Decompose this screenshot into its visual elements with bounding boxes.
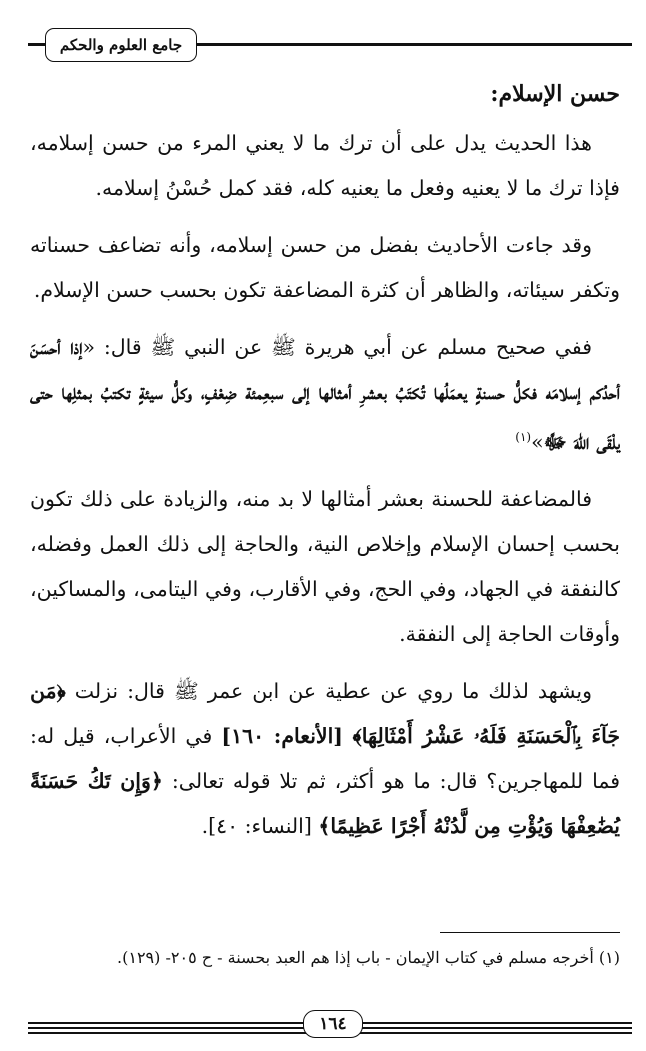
page-body — [30, 72, 620, 861]
running-header: جامع العلوم والحكم — [45, 28, 197, 62]
page-number: ١٦٤ — [303, 1010, 363, 1038]
section-heading: حسن الإسلام: — [490, 81, 620, 107]
paragraph-2: وقد جاءت الأحاديث بفضل من حسن إسلامه، وأنه تضاعف حسناته وتكفر سيئاته، والظاهر أن كثرة المضاعفة تكون بحسب حسن الإسلام. — [30, 233, 620, 302]
hadith-close: » — [531, 429, 544, 454]
quran-verse-1: ﴿مَن جَآءَ بِٱلْحَسَنَةِ فَلَهُۥ عَشْرُ أَمْثَالِهَا﴾ — [30, 678, 620, 748]
paragraph-5-middle: في الأعراب، قيل له: فما للمهاجرين؟ قال: ما هو أكثر، ثم تلا قوله تعالى: — [30, 723, 620, 793]
footnote-marker[interactable]: (١) — [515, 430, 532, 444]
footnote: (١) أخرجه مسلم في كتاب الإيمان - باب إذا هم العبد بحسنة - ح ٢٠٥- (١٢٩). — [117, 948, 620, 967]
paragraph-1: هذا الحديث يدل على أن ترك ما لا يعني المرء من حسن إسلامه، فإذا ترك ما لا يعنيه وفعل ما يعنيه كله، فقد كمل حُسْنُ إسلامه. — [30, 131, 620, 200]
quran-verse-2: ﴿وَإِن تَكُ حَسَنَةً يُضَٰعِفْهَا وَيُؤْتِ مِن لَّدُنْهُ أَجْرًا عَظِيمًا﴾ — [30, 768, 620, 838]
verse-ref-1: [الأنعام: ١٦٠] — [221, 723, 353, 748]
paragraph-3 — [30, 325, 620, 465]
hadith-intro: ففي صحيح مسلم عن أبي هريرة ﷺ عن النبي ﷺ قال: « — [82, 335, 592, 359]
paragraph-5-intro: ويشهد لذلك ما روي عن عطية عن ابن عمر ﷺ قال: نزلت — [65, 678, 592, 703]
verse-ref-2: [النساء: ٤٠]. — [201, 813, 319, 838]
paragraph-4: فالمضاعفة للحسنة بعشر أمثالها لا بد منه، والزيادة على ذلك تكون بحسب إحسان الإسلام وإخلاص النية، والحاجة إلى ذلك العمل وفضله، كالنفقة في الجهاد، وفي الحج، وفي الأقارب، وفي اليتامى، والمساكين، وأوقات الحاجة إلى النفقة. — [30, 486, 620, 646]
paragraph-5 — [30, 669, 620, 849]
hadith-text: إذا أحسَنَ أحدُكم إسلامَه فكلُّ حسنةٍ يعمَلُها تُكتَبُ بعشرِ أمثالها إلى سبعِمئة ضِعْفٍ، وكلُّ سيئةٍ تكتبُ بمثلِها حتى يلْقَى اللهَ ﷻ — [30, 335, 620, 454]
footnote-separator — [440, 932, 620, 933]
